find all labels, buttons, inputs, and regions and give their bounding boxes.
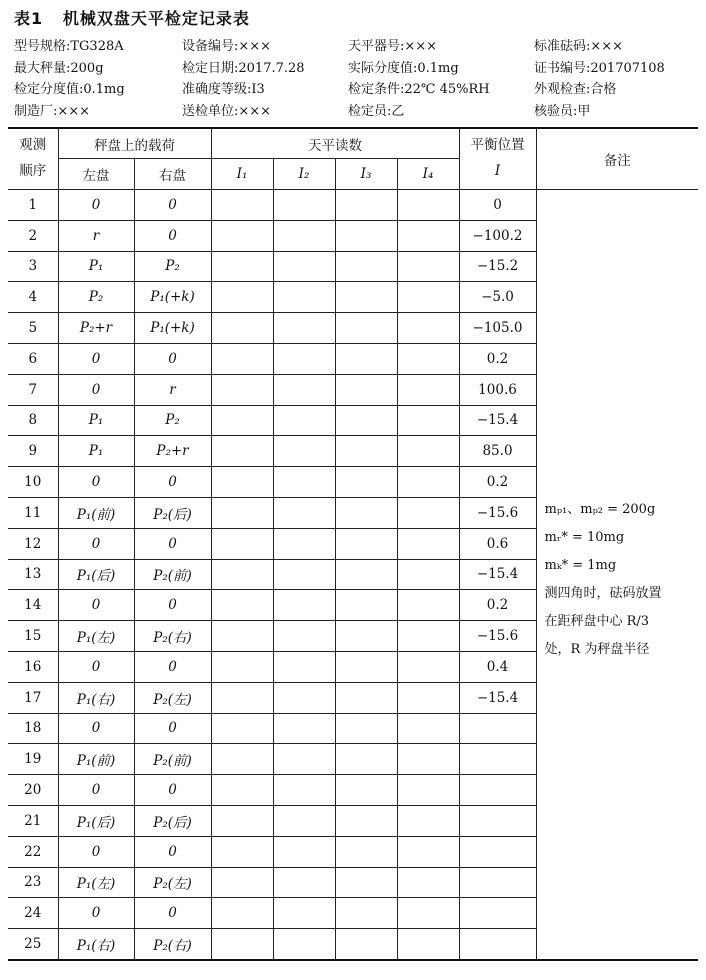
cell-left-load: P₁(左) — [58, 867, 134, 898]
cell-i1 — [211, 190, 273, 221]
cell-left-load: 0 — [58, 775, 134, 806]
cell-i1 — [211, 651, 273, 682]
cell-i2 — [273, 497, 335, 528]
cell-right-load: P₂(后) — [134, 805, 211, 836]
cell-i3 — [335, 528, 397, 559]
header-i2: I₂ — [273, 159, 335, 190]
cell-i4 — [397, 621, 459, 652]
cell-balance — [459, 805, 536, 836]
cell-i3 — [335, 898, 397, 929]
cell-right-load: P₂(左) — [134, 682, 211, 713]
cell-left-load: P₁(右) — [58, 682, 134, 713]
header-balance-line2: I — [494, 163, 501, 179]
cell-i2 — [273, 929, 335, 960]
cell-i3 — [335, 405, 397, 436]
remark-line: mₚ₁、mₚ₂ = 200g — [544, 502, 656, 517]
cell-right-load: 0 — [134, 775, 211, 806]
cell-balance: −15.6 — [459, 621, 536, 652]
cell-balance — [459, 867, 536, 898]
cell-left-load: P₁(右) — [58, 929, 134, 960]
cell-left-load: 0 — [58, 374, 134, 405]
cell-i3 — [335, 313, 397, 344]
cell-i3 — [335, 805, 397, 836]
cell-left-load: P₁ — [58, 251, 134, 282]
cell-i3 — [335, 282, 397, 313]
cell-i4 — [397, 929, 459, 960]
cell-i3 — [335, 713, 397, 744]
cell-seq: 23 — [8, 867, 58, 898]
cell-left-load: 0 — [58, 651, 134, 682]
cell-i1 — [211, 282, 273, 313]
cell-i1 — [211, 436, 273, 467]
cell-seq: 3 — [8, 251, 58, 282]
cell-right-load: 0 — [134, 343, 211, 374]
header-seq-line1: 观测 — [19, 137, 47, 154]
cell-left-load: 0 — [58, 836, 134, 867]
cell-seq: 8 — [8, 405, 58, 436]
cell-seq: 5 — [8, 313, 58, 344]
cell-i1 — [211, 405, 273, 436]
cell-i3 — [335, 497, 397, 528]
cell-i1 — [211, 682, 273, 713]
cell-right-load: P₁(+k) — [134, 282, 211, 313]
cell-i4 — [397, 467, 459, 498]
cell-i3 — [335, 251, 397, 282]
cell-i4 — [397, 744, 459, 775]
info-appearance: 外观检查:合格 — [534, 82, 617, 97]
info-model: 型号规格:TG328A — [14, 39, 124, 54]
cell-i1 — [211, 343, 273, 374]
cell-left-load: P₁(前) — [58, 744, 134, 775]
cell-seq: 1 — [8, 190, 58, 221]
info-actual-division: 实际分度值:0.1mg — [348, 60, 459, 76]
cell-right-load: 0 — [134, 220, 211, 251]
cell-left-load: P₁ — [58, 436, 134, 467]
cell-balance: 0 — [459, 190, 536, 221]
cell-right-load: P₂(前) — [134, 744, 211, 775]
cell-i2 — [273, 744, 335, 775]
cell-seq: 20 — [8, 775, 58, 806]
cell-i4 — [397, 497, 459, 528]
cell-seq: 21 — [8, 805, 58, 836]
table-row — [8, 190, 698, 221]
cell-i4 — [397, 436, 459, 467]
cell-left-load: 0 — [58, 713, 134, 744]
cell-seq: 4 — [8, 282, 58, 313]
cell-i2 — [273, 590, 335, 621]
cell-i2 — [273, 467, 335, 498]
header-seq-line2: 顺序 — [19, 163, 47, 179]
cell-i1 — [211, 713, 273, 744]
cell-right-load: P₁(+k) — [134, 313, 211, 344]
cell-i3 — [335, 374, 397, 405]
cell-i3 — [335, 682, 397, 713]
cell-balance — [459, 898, 536, 929]
cell-i1 — [211, 929, 273, 960]
remarks-spacer — [545, 194, 695, 496]
cell-i3 — [335, 590, 397, 621]
header-left-pan: 左盘 — [58, 159, 134, 190]
cell-i2 — [273, 682, 335, 713]
info-row — [14, 78, 704, 100]
cell-balance: 0.2 — [459, 590, 536, 621]
header-remarks: 备注 — [536, 128, 698, 190]
cell-balance: 0.4 — [459, 651, 536, 682]
info-row — [14, 100, 704, 122]
cell-i3 — [335, 836, 397, 867]
cell-i1 — [211, 559, 273, 590]
cell-balance: −5.0 — [459, 282, 536, 313]
cell-left-load: P₂ — [58, 282, 134, 313]
cell-seq: 2 — [8, 220, 58, 251]
cell-i4 — [397, 682, 459, 713]
cell-balance — [459, 929, 536, 960]
cell-balance — [459, 744, 536, 775]
cell-right-load: P₂ — [134, 405, 211, 436]
info-row — [14, 35, 704, 57]
cell-i4 — [397, 313, 459, 344]
cell-i1 — [211, 220, 273, 251]
cell-i2 — [273, 836, 335, 867]
cell-i4 — [397, 528, 459, 559]
cell-balance: 100.6 — [459, 374, 536, 405]
cell-balance: −15.6 — [459, 497, 536, 528]
cell-right-load: P₂ — [134, 251, 211, 282]
header-seq — [8, 128, 58, 190]
cell-right-load: 0 — [134, 651, 211, 682]
remarks-cell — [536, 190, 698, 960]
cell-left-load: P₂+r — [58, 313, 134, 344]
cell-i4 — [397, 190, 459, 221]
cell-balance: −105.0 — [459, 313, 536, 344]
cell-seq: 14 — [8, 590, 58, 621]
cell-i2 — [273, 282, 335, 313]
cell-right-load: 0 — [134, 713, 211, 744]
cell-right-load: P₂(左) — [134, 867, 211, 898]
info-manufacturer: 制造厂:××× — [14, 103, 91, 119]
cell-i2 — [273, 436, 335, 467]
cell-seq: 11 — [8, 497, 58, 528]
remark-line: 测四角时，砝码放置 — [544, 586, 662, 601]
cell-seq: 25 — [8, 929, 58, 960]
cell-seq: 19 — [8, 744, 58, 775]
info-standard-weight: 标准砝码:××× — [534, 39, 624, 54]
info-reviewer: 核验员:甲 — [534, 103, 591, 119]
cell-i2 — [273, 898, 335, 929]
cell-balance: 85.0 — [459, 436, 536, 467]
cell-left-load: 0 — [58, 898, 134, 929]
cell-i3 — [335, 929, 397, 960]
cell-i4 — [397, 374, 459, 405]
cell-i2 — [273, 405, 335, 436]
cell-i2 — [273, 190, 335, 221]
cell-i4 — [397, 713, 459, 744]
cell-i1 — [211, 528, 273, 559]
cell-i4 — [397, 867, 459, 898]
cell-seq: 22 — [8, 836, 58, 867]
cell-balance — [459, 775, 536, 806]
header-balance-line1: 平衡位置 — [470, 137, 525, 154]
info-submitter: 送检单位:××× — [182, 103, 272, 119]
cell-i1 — [211, 251, 273, 282]
cell-i2 — [273, 528, 335, 559]
cell-i4 — [397, 898, 459, 929]
cell-balance: −15.4 — [459, 559, 536, 590]
cell-i3 — [335, 190, 397, 221]
header-i1: I₁ — [211, 159, 273, 190]
header-i3: I₃ — [335, 159, 397, 190]
cell-i3 — [335, 775, 397, 806]
cell-i1 — [211, 836, 273, 867]
cell-right-load: P₂(右) — [134, 929, 211, 960]
info-date: 检定日期:2017.7.28 — [182, 60, 305, 76]
cell-i3 — [335, 467, 397, 498]
cell-seq: 17 — [8, 682, 58, 713]
cell-i4 — [397, 775, 459, 806]
cell-right-load: P₂(前) — [134, 559, 211, 590]
cell-balance: 0.2 — [459, 467, 536, 498]
cell-left-load: P₁(后) — [58, 805, 134, 836]
cell-right-load: 0 — [134, 528, 211, 559]
cell-i3 — [335, 559, 397, 590]
cell-i3 — [335, 651, 397, 682]
cell-right-load: r — [134, 374, 211, 405]
cell-seq: 24 — [8, 898, 58, 929]
header-readings: 天平读数 — [211, 128, 459, 159]
remark-line: 在距秤盘中心 R/3 — [544, 614, 650, 629]
cell-seq: 7 — [8, 374, 58, 405]
cell-left-load: P₁ — [58, 405, 134, 436]
header-balance — [459, 128, 536, 190]
cell-balance: −15.4 — [459, 682, 536, 713]
cell-seq: 16 — [8, 651, 58, 682]
cell-i2 — [273, 805, 335, 836]
cell-i4 — [397, 282, 459, 313]
cell-i2 — [273, 251, 335, 282]
cell-i2 — [273, 775, 335, 806]
cell-i3 — [335, 343, 397, 374]
cell-balance — [459, 836, 536, 867]
cell-i1 — [211, 898, 273, 929]
cell-i1 — [211, 374, 273, 405]
cell-i2 — [273, 713, 335, 744]
cell-right-load: 0 — [134, 467, 211, 498]
cell-i4 — [397, 559, 459, 590]
cell-i3 — [335, 436, 397, 467]
cell-right-load: 0 — [134, 836, 211, 867]
remark-line: mₖ* = 1mg — [544, 558, 617, 573]
cell-i4 — [397, 836, 459, 867]
cell-i4 — [397, 651, 459, 682]
cell-left-load: r — [58, 220, 134, 251]
info-max-capacity: 最大秤量:200g — [14, 60, 104, 76]
cell-i4 — [397, 805, 459, 836]
cell-left-load: P₁(左) — [58, 621, 134, 652]
cell-i3 — [335, 867, 397, 898]
cell-right-load: 0 — [134, 590, 211, 621]
header-load: 秤盘上的载荷 — [58, 128, 211, 159]
cell-right-load: P₂(右) — [134, 621, 211, 652]
header-right-pan: 右盘 — [134, 159, 211, 190]
cell-left-load: P₁(前) — [58, 497, 134, 528]
cell-balance — [459, 713, 536, 744]
cell-i1 — [211, 467, 273, 498]
cell-i1 — [211, 590, 273, 621]
cell-balance: 0.6 — [459, 528, 536, 559]
cell-i1 — [211, 497, 273, 528]
cell-left-load: 0 — [58, 190, 134, 221]
cell-i1 — [211, 744, 273, 775]
cell-i2 — [273, 867, 335, 898]
info-device-no: 设备编号:××× — [182, 39, 272, 54]
cell-i3 — [335, 220, 397, 251]
cell-left-load: 0 — [58, 528, 134, 559]
cell-seq: 6 — [8, 343, 58, 374]
cell-i1 — [211, 621, 273, 652]
cell-seq: 13 — [8, 559, 58, 590]
cell-i2 — [273, 343, 335, 374]
cell-seq: 10 — [8, 467, 58, 498]
cell-balance: −15.4 — [459, 405, 536, 436]
cell-i2 — [273, 651, 335, 682]
cell-i1 — [211, 867, 273, 898]
cell-i1 — [211, 313, 273, 344]
cell-left-load: 0 — [58, 590, 134, 621]
cell-right-load: 0 — [134, 898, 211, 929]
cell-i4 — [397, 251, 459, 282]
header-info — [14, 35, 704, 121]
cell-left-load: P₁(后) — [58, 559, 134, 590]
info-balance-no: 天平器号:××× — [348, 39, 438, 54]
cell-i2 — [273, 559, 335, 590]
info-row — [14, 57, 704, 79]
header-i4: I₄ — [397, 159, 459, 190]
info-accuracy-class: 准确度等级:I3 — [182, 82, 265, 97]
table-title: 表1 机械双盘天平检定记录表 — [14, 9, 250, 28]
info-certificate-no: 证书编号:201707108 — [534, 60, 665, 76]
info-conditions: 检定条件:22℃ 45%RH — [348, 82, 490, 97]
cell-right-load: P₂(后) — [134, 497, 211, 528]
cell-seq: 9 — [8, 436, 58, 467]
cell-i2 — [273, 374, 335, 405]
cell-balance: 0.2 — [459, 343, 536, 374]
cell-right-load: 0 — [134, 190, 211, 221]
cell-i1 — [211, 805, 273, 836]
cell-balance: −100.2 — [459, 220, 536, 251]
record-table — [8, 127, 698, 961]
cell-i4 — [397, 220, 459, 251]
cell-i2 — [273, 621, 335, 652]
remark-line: mᵣ* = 10mg — [544, 530, 625, 545]
cell-seq: 18 — [8, 713, 58, 744]
cell-i3 — [335, 744, 397, 775]
cell-i1 — [211, 775, 273, 806]
cell-seq: 15 — [8, 621, 58, 652]
info-inspector: 检定员:乙 — [348, 103, 405, 119]
cell-i4 — [397, 590, 459, 621]
cell-i2 — [273, 313, 335, 344]
cell-i2 — [273, 220, 335, 251]
cell-i4 — [397, 343, 459, 374]
remark-line: 处，R 为秤盘半径 — [544, 642, 650, 657]
cell-i4 — [397, 405, 459, 436]
cell-left-load: 0 — [58, 343, 134, 374]
cell-i3 — [335, 621, 397, 652]
cell-right-load: P₂+r — [134, 436, 211, 467]
cell-left-load: 0 — [58, 467, 134, 498]
cell-seq: 12 — [8, 528, 58, 559]
info-verification-division: 检定分度值:0.1mg — [14, 82, 125, 97]
cell-balance: −15.2 — [459, 251, 536, 282]
